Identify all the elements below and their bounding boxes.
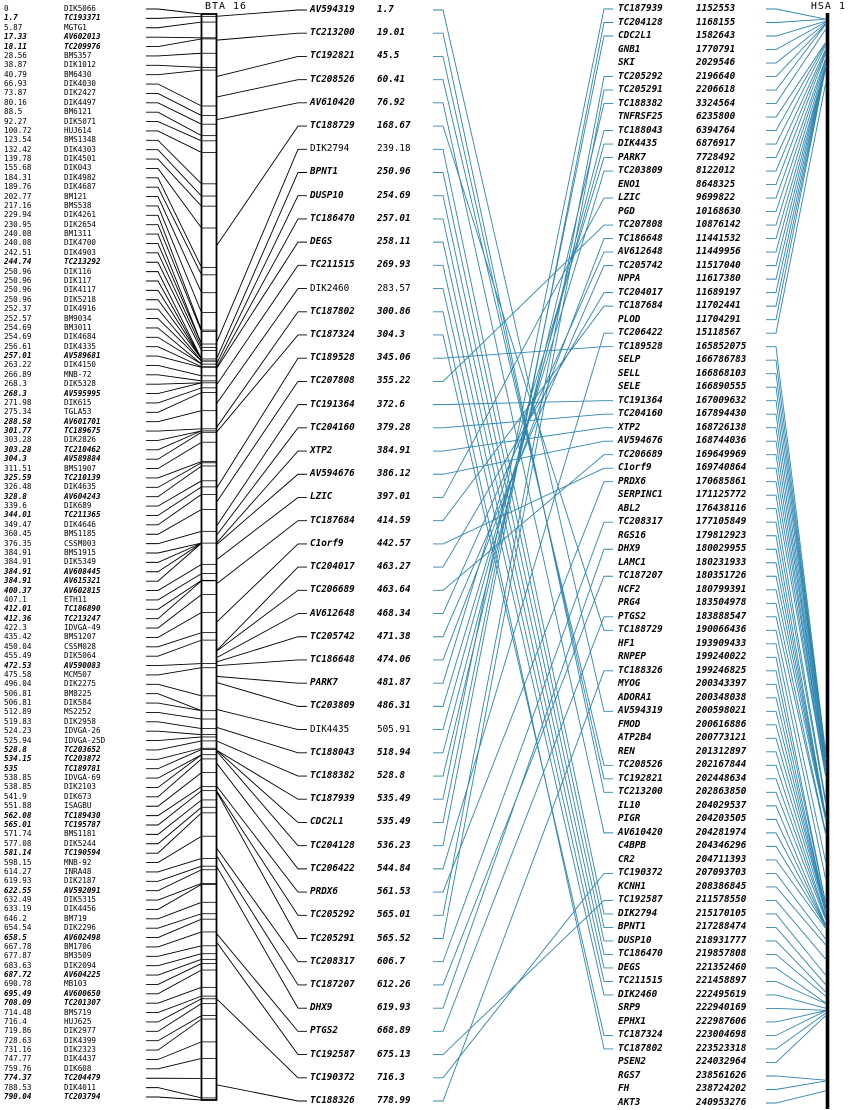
hsa-gene-row: LZIC 9699822: [618, 192, 736, 204]
bta-marker-row: 759.76 DIK608: [4, 1063, 92, 1073]
hsa-gene-row: TC205291 2206618: [618, 84, 736, 96]
hsa-gene-row: TC208526 202167844: [618, 759, 747, 771]
bta-marker-row: 654.54 DIK2296: [4, 923, 97, 933]
bta-marker-row: 155.68 DIK043: [4, 163, 92, 173]
hsa-gene-row: TC187802 223523318: [618, 1042, 747, 1054]
hsa-gene-row: AV594676 168744036: [618, 435, 747, 447]
hsa-gene-row: PRDX6 170685861: [618, 475, 747, 487]
bta-marker-row: 28.56 BMS357: [4, 50, 92, 60]
bta-marker-row: 268.3 AV595995: [4, 388, 101, 398]
hsa-gene-row: TC188326 199246825: [618, 664, 747, 676]
bta-gene-row: TC187684 414.59: [310, 514, 411, 526]
bta-marker-row: 577.08 DIK5244: [4, 838, 97, 848]
bta-marker-row: 250.96 DIK116: [4, 266, 92, 276]
bta-marker-row: 268.3 DIK5328: [4, 379, 97, 389]
hsa-gene-row: HF1 193909433: [618, 637, 747, 649]
hsa-gene-row: XTP2 168726138: [618, 421, 747, 433]
bta-marker-row: 614.27 INRA48: [4, 866, 92, 876]
bta-marker-row: 230.95 DIK2654: [4, 219, 97, 229]
bta-marker-row: 257.01 AV589681: [4, 351, 101, 361]
bta-gene-row: TC204017 463.27: [310, 561, 411, 573]
hsa-gene-row: SELL 166868103: [618, 367, 747, 379]
bta-marker-row: 731.16 DIK2323: [4, 1045, 97, 1055]
bta-marker-row: 80.16 DIK4497: [4, 97, 97, 107]
hsa-gene-row: AV594319 200598021: [618, 705, 747, 717]
bta-marker-row: 263.22 DIK4150: [4, 360, 97, 370]
bta-marker-row: 240.08 BM1311: [4, 229, 92, 239]
bta-gene-row: TC204128 536.23: [310, 839, 411, 851]
hsa-gene-row: FH 238724202: [618, 1083, 747, 1095]
bta-gene-row: TC208317 606.7: [310, 955, 405, 967]
bta-marker-row: 581.14 TC190594: [4, 848, 101, 858]
hsa-gene-row: BPNT1 217288474: [618, 921, 747, 933]
bta-marker-row: 325.59 TC210139: [4, 472, 101, 482]
hsa-gene-row: ABL2 176438116: [618, 502, 747, 514]
bta-marker-row: 384.91 BMS1915: [4, 548, 97, 557]
bta-marker-row: 266.89 MNB-72: [4, 369, 92, 379]
hsa-gene-row: DIK2794 215170105: [618, 907, 747, 919]
hsa-gene-row: PIGR 204203505: [618, 813, 747, 825]
hsa-gene-row: TC191364 167009632: [618, 394, 747, 406]
bta-marker-row: 242.51 DIK4903: [4, 247, 97, 257]
bta-marker-row: 38.87 DIK1012: [4, 60, 97, 70]
bta-marker-row: 551.88 ISAGBU: [4, 801, 92, 811]
bta-marker-row: 632.49 DIK5315: [4, 895, 97, 905]
bta-marker-row: 619.93 DIK2187: [4, 876, 97, 886]
bta-marker-row: 598.15 MNB-92: [4, 857, 92, 867]
hsa-gene-row: TC206689 169649969: [618, 448, 747, 460]
bta-marker-row: 254.69 DIK4684: [4, 332, 97, 342]
bta-marker-row: 412.36 TC213247: [4, 613, 101, 623]
hsa-gene-row: DIK2460 222495619: [618, 988, 747, 1000]
bta-gene-row: DUSP10 254.69: [310, 189, 411, 201]
bta-gene-row: TC192587 675.13: [310, 1048, 411, 1060]
hsa-gene-row: TC213200 202863850: [618, 786, 747, 798]
bta-marker-row: 229.94 DIK4261: [4, 210, 97, 220]
bta-marker-row: 690.78 MB103: [4, 979, 87, 989]
bta-gene-row: TC187802 300.86: [310, 305, 411, 317]
bta-gene-row: PTGS2 668.89: [310, 1025, 411, 1037]
bta-gene-row: TC186470 257.01: [310, 212, 411, 224]
bta-gene-row: DEGS 258.11: [310, 236, 411, 248]
bta-gene-row: TC211515 269.93: [310, 259, 411, 271]
bta-marker-row: 774.37 TC204479: [4, 1073, 101, 1083]
hsa-chromosome-label: HSA 1: [810, 1, 846, 12]
bta-marker-row: 714.48 BMS719: [4, 1007, 92, 1017]
bta-gene-row: TC187939 535.49: [310, 793, 411, 805]
hsa-gene-row: NCF2 180799391: [618, 583, 747, 595]
hsa-gene-row: RGS16 179812923: [618, 529, 747, 541]
hsa-gene-row: FMOD 200616886: [618, 718, 747, 730]
bta-gene-row: TC191364 372.6: [310, 398, 405, 410]
bta-marker-row: 217.16 BMS538: [4, 200, 92, 210]
hsa-gene-row: TNFRSF25 6235800: [618, 111, 736, 123]
bta-marker-row: 455.49 DIK5064: [4, 651, 97, 661]
bta-gene-row: TC187324 304.3: [310, 328, 405, 340]
hsa-gene-row: DEGS 221352460: [618, 961, 747, 973]
hsa-gene-row: SELE 166890555: [618, 381, 747, 393]
bta-gene-row: TC203809 486.31: [310, 700, 411, 712]
bta-marker-row: 506.81 BM8225: [4, 688, 92, 698]
bta-marker-row: 252.57 BM9034: [4, 313, 92, 323]
bta-marker-row: 301.77 TC189675: [4, 426, 101, 436]
bta-gene-row: TC204160 379.28: [310, 421, 411, 433]
bta-marker-row: 562.08 TC189430: [4, 810, 101, 820]
bta-marker-row: 303.28 DIK2826: [4, 435, 97, 445]
hsa-gene-row: TC205292 2196640: [618, 70, 736, 82]
hsa-gene-row: KCNH1 208386845: [618, 880, 747, 892]
bta-marker-row: 254.69 BM3011: [4, 322, 92, 332]
bta-marker-row: 541.9 DIK673: [4, 791, 92, 801]
hsa-gene-row: PTGS2 183888547: [618, 610, 747, 622]
bta-marker-row: 708.09 TC201307: [4, 998, 101, 1008]
hsa-gene-row: PLOD 11704291: [618, 313, 741, 325]
bta-marker-row: 326.48 DIK4635: [4, 482, 97, 492]
hsa-gene-row: TC187324 223004698: [618, 1029, 747, 1041]
bta-gene-row: BPNT1 250.96: [310, 166, 411, 178]
hsa-gene-row: ADORA1 200348038: [618, 691, 747, 703]
bta-gene-row: DIK4435 505.91: [310, 723, 411, 735]
bta-gene-row: TC207808 355.22: [310, 375, 411, 387]
bta-gene-row: TC205292 565.01: [310, 909, 411, 921]
bta-gene-row: TC192821 45.5: [310, 50, 400, 62]
bta-marker-row: 344.01 TC211365: [4, 510, 101, 520]
hsa-gene-row: TC190372 207093703: [618, 867, 747, 879]
bta-marker-row: 571.74 BMS1181: [4, 829, 97, 839]
bta-marker-row: 512.89 MS2252: [4, 707, 92, 717]
bta-marker-row: 256.61 DIK4335: [4, 341, 97, 351]
bta-gene-row: C1orf9 442.57: [310, 537, 411, 549]
bta-gene-row: PRDX6 561.53: [310, 886, 411, 898]
hsa-gene-row: SRP9 222940169: [618, 1002, 747, 1014]
bta-marker-row: 565.01 TC195787: [4, 820, 101, 829]
hsa-gene-row: GNB1 1770791: [618, 43, 736, 55]
bta-marker-row: 92.27 DIK5071: [4, 116, 97, 126]
bta-marker-row: 288.58 AV601701: [4, 416, 101, 426]
bta-marker-row: 384.91 DIK5349: [4, 557, 97, 567]
bta-marker-row: 339.6 DIK689: [4, 501, 92, 511]
bta-marker-row: 683.63 DIK2094: [4, 960, 97, 970]
hsa-gene-row: TC211515 221458897: [618, 975, 747, 987]
hsa-gene-row: TC186648 11441532: [618, 232, 741, 244]
hsa-gene-row: TC187207 180351726: [618, 570, 747, 582]
bta-marker-row: 524.23 IDVGA-26: [4, 726, 101, 736]
bta-marker-row: 184.31 DIK4982: [4, 172, 97, 182]
hsa-gene-row: TC206422 15118567: [618, 327, 741, 339]
bta-marker-row: 0 DIK5066: [4, 4, 97, 13]
bta-marker-row: 728.63 DIK4399: [4, 1035, 97, 1045]
hsa-gene-row: REN 201312897: [618, 745, 747, 757]
hsa-gene-row: TC204017 11689197: [618, 286, 741, 298]
hsa-gene-row: CDC2L1 1582643: [618, 30, 736, 41]
bta-marker-row: 376.35 CSSM003: [4, 538, 97, 548]
hsa-gene-row: C4BPB 204346296: [618, 840, 747, 852]
hsa-gene-row: EPHX1 222987606: [618, 1015, 747, 1027]
bta-marker-row: 328.8 AV604243: [4, 491, 101, 501]
hsa-gene-row: TC203809 8122012: [618, 165, 736, 177]
hsa-gene-row: SKI 2029546: [618, 57, 736, 69]
bta-marker-row: 534.15 TC203872: [4, 754, 101, 764]
bta-gene-row: TC213200 19.01: [310, 27, 405, 39]
bta-marker-row: 472.53 AV590083: [4, 660, 101, 670]
hsa-gene-row: TC189528 165852075: [618, 340, 747, 352]
bta-marker-row: 677.87 BM3509: [4, 951, 92, 961]
bta-marker-row: 519.83 DIK2958: [4, 716, 97, 726]
bta-marker-row: 450.04 CSSM028: [4, 641, 97, 651]
hsa-gene-row: ATP2B4 200773121: [618, 732, 747, 744]
bta-marker-row: 275.34 TGLA53: [4, 407, 92, 417]
bta-marker-row: 88.5 BM6121: [4, 107, 92, 117]
bta-gene-row: TC205742 471.38: [310, 630, 411, 642]
hsa-gene-row: RNPEP 199240022: [618, 651, 747, 663]
bta-marker-row: 18.11 TC209976: [4, 41, 101, 51]
bta-marker-row: 622.55 AV592091: [4, 885, 101, 895]
bta-marker-row: 189.76 DIK4687: [4, 182, 97, 192]
bta-marker-row: 412.01 TC186890: [4, 604, 101, 614]
bta-gene-row: TC188729 168.67: [310, 120, 411, 132]
bta-marker-row: 646.2 BM719: [4, 913, 87, 923]
bta-marker-row: 66.93 DIK4030: [4, 79, 97, 89]
bta-marker-row: 633.19 DIK4456: [4, 904, 97, 914]
bta-gene-row: TC208526 60.41: [310, 73, 405, 85]
bta-gene-row: AV610420 76.92: [310, 96, 405, 108]
hsa-gene-row: MYOG 200343397: [618, 678, 747, 690]
hsa-gene-row: AV612648 11449956: [618, 246, 741, 258]
hsa-gene-row: TC192587 211578550: [618, 894, 747, 906]
bta-marker-row: 240.08 DIK4700: [4, 238, 97, 248]
hsa-gene-row: SELP 166786783: [618, 354, 747, 366]
bta-marker-row: 790.04 TC203794: [4, 1092, 101, 1101]
hsa-gene-row: PGD 10168630: [618, 205, 741, 217]
hsa-gene-row: TC205742 11517040: [618, 259, 741, 271]
bta-gene-row: TC206689 463.64: [310, 584, 411, 596]
bta-chromosome-label: BTA 16: [204, 1, 248, 12]
bta-gene-row: PARK7 481.87: [310, 677, 411, 689]
hsa-gene-row: DUSP10 218931777: [618, 934, 747, 946]
bta-marker-row: 747.77 DIK4437: [4, 1054, 97, 1064]
bta-gene-row: DHX9 619.93: [310, 1002, 411, 1014]
bta-marker-row: 360.45 BMS1185: [4, 529, 97, 539]
bta-marker-row: 435.42 BMS1207: [4, 632, 97, 642]
bta-marker-row: 73.87 DIK2427: [4, 88, 97, 98]
bta-marker-row: 244.74 TC213292: [4, 257, 101, 267]
bta-marker-row: 202.77 BM121: [4, 191, 87, 201]
hsa-gene-row: DIK4435 6876917: [618, 138, 736, 150]
bta-marker-row: 250.96 DIK5218: [4, 294, 97, 304]
bta-marker-row: 311.51 BMS1907: [4, 463, 97, 473]
hsa-gene-row: RGS7 238561626: [618, 1069, 747, 1081]
bta-marker-row: 250.96 DIK117: [4, 276, 92, 285]
bta-marker-row: 384.91 AV608445: [4, 566, 101, 576]
bta-marker-row: 525.94 IDVGA-25D: [4, 735, 106, 745]
bta-marker-row: 349.47 DIK4646: [4, 519, 97, 529]
hsa-gene-row: C1orf9 169740864: [618, 462, 747, 474]
bta-gene-row: TC190372 716.3: [310, 1071, 405, 1083]
bta-marker-row: 407.1 ETH11: [4, 594, 87, 604]
bta-marker-row: 132.42 DIK4303: [4, 144, 97, 154]
bta-marker-row: 506.81 DIK584: [4, 698, 92, 708]
bta-marker-row: 271.98 DIK615: [4, 397, 92, 407]
bta-gene-row: AV612648 468.34: [310, 607, 411, 619]
bta-marker-row: 528.8 TC203652: [4, 744, 101, 754]
bta-gene-row: TC206422 544.84: [310, 862, 411, 874]
bta-marker-row: 538.85 DIK2103: [4, 782, 97, 792]
bta-gene-row: TC205291 565.52: [310, 932, 411, 944]
bta-gene-row: TC186648 474.06: [310, 653, 411, 665]
hsa-gene-row: SERPINC1 171125772: [618, 489, 747, 501]
hsa-gene-row: PSEN2 224032964: [618, 1056, 747, 1068]
bta-marker-row: 40.79 BM6430: [4, 69, 92, 79]
bta-marker-row: 17.33 AV602013: [4, 32, 101, 42]
hsa-gene-row: PARK7 7728492: [618, 151, 736, 163]
hsa-gene-row: ENO1 8648325: [618, 178, 736, 190]
bta-marker-row: 658.5 AV602498: [4, 932, 101, 942]
hsa-gene-row: CR2 204711393: [618, 853, 747, 865]
bta-marker-row: 475.58 MCM507: [4, 669, 92, 679]
hsa-gene-row: TC187939 1152553: [618, 3, 736, 14]
hsa-gene-row: AKT3 240953276: [618, 1097, 747, 1108]
hsa-gene-row: IL10 204029537: [618, 799, 747, 811]
bta-gene-row: XTP2 384.91: [310, 445, 411, 457]
hsa-gene-row: TC186470 219857808: [618, 948, 747, 960]
bta-marker-row: 5.87 MGTG1: [4, 22, 87, 32]
bta-marker-row: 716.4 HUJ625: [4, 1016, 92, 1026]
hsa-gene-row: TC188043 6394764: [618, 124, 736, 136]
hsa-gene-row: DHX9 180029955: [618, 543, 747, 555]
hsa-gene-row: TC188382 3324564: [618, 97, 736, 109]
bta-marker-row: 139.78 DIK4501: [4, 154, 97, 164]
bta-marker-row: 384.91 AV615321: [4, 576, 101, 586]
bta-marker-row: 538.85 IDVGA-69: [4, 773, 101, 783]
bta-gene-row: AV594676 386.12: [310, 468, 411, 480]
bta-marker-row: 123.54 BMS1348: [4, 135, 97, 145]
bta-marker-row: 695.49 AV600650: [4, 988, 101, 998]
bta-gene-row: CDC2L1 535.49: [310, 816, 411, 828]
bta-gene-row: TC189528 345.06: [310, 352, 411, 364]
bta-gene-row: DIK2460 283.57: [310, 282, 411, 294]
bta-marker-row: 788.53 DIK4011: [4, 1082, 97, 1092]
bta-marker-row: 400.37 AV602815: [4, 585, 101, 595]
hsa-gene-row: TC187684 11702441: [618, 300, 741, 312]
hsa-gene-row: AV610420 204281974: [618, 826, 747, 838]
hsa-gene-row: NPPA 11617380: [618, 273, 741, 285]
bta-marker-row: 719.86 DIK2977: [4, 1026, 97, 1036]
bta-gene-row: DIK2794 239.18: [310, 143, 411, 155]
bta-gene-row: TC187207 612.26: [310, 978, 411, 990]
hsa-gene-row: TC204128 1168155: [618, 16, 736, 28]
bta-marker-row: 100.72 HUJ614: [4, 125, 92, 135]
bta-marker-row: 303.28 TC210462: [4, 444, 101, 454]
hsa-gene-row: PRG4 183504978: [618, 597, 747, 609]
bta-marker-row: 687.72 AV604225: [4, 970, 101, 980]
bta-marker-row: 252.37 DIK4916: [4, 304, 97, 314]
bta-marker-row: 667.78 BM1706: [4, 941, 92, 951]
hsa-gene-row: TC208317 177105849: [618, 516, 747, 528]
hsa-gene-row: TC207808 10876142: [618, 219, 741, 231]
bta-marker-row: 1.7 TC193371: [4, 13, 101, 23]
bta-gene-row: TC188382 528.8: [310, 770, 405, 782]
bta-marker-row: 250.96 DIK4117: [4, 285, 97, 295]
bta-gene-row: AV594319 1.7: [310, 4, 394, 15]
hsa-gene-row: TC188729 190066436: [618, 624, 747, 636]
bta-marker-row: 535 TC189781: [4, 763, 101, 773]
bta-gene-row: TC188326 778.99: [310, 1095, 411, 1106]
hsa-gene-row: TC192821 202448634: [618, 772, 747, 784]
bta-gene-row: LZIC 397.01: [310, 491, 411, 503]
hsa-gene-row: LAMC1 180231933: [618, 556, 747, 568]
bta-gene-row: TC188043 518.94: [310, 746, 411, 758]
hsa-gene-row: TC204160 167894430: [618, 408, 747, 420]
bta-marker-row: 304.3 AV589884: [4, 454, 101, 464]
bta-marker-row: 496.04 DIK2275: [4, 679, 97, 689]
bta-marker-row: 422.3 IDVGA-49: [4, 623, 101, 633]
